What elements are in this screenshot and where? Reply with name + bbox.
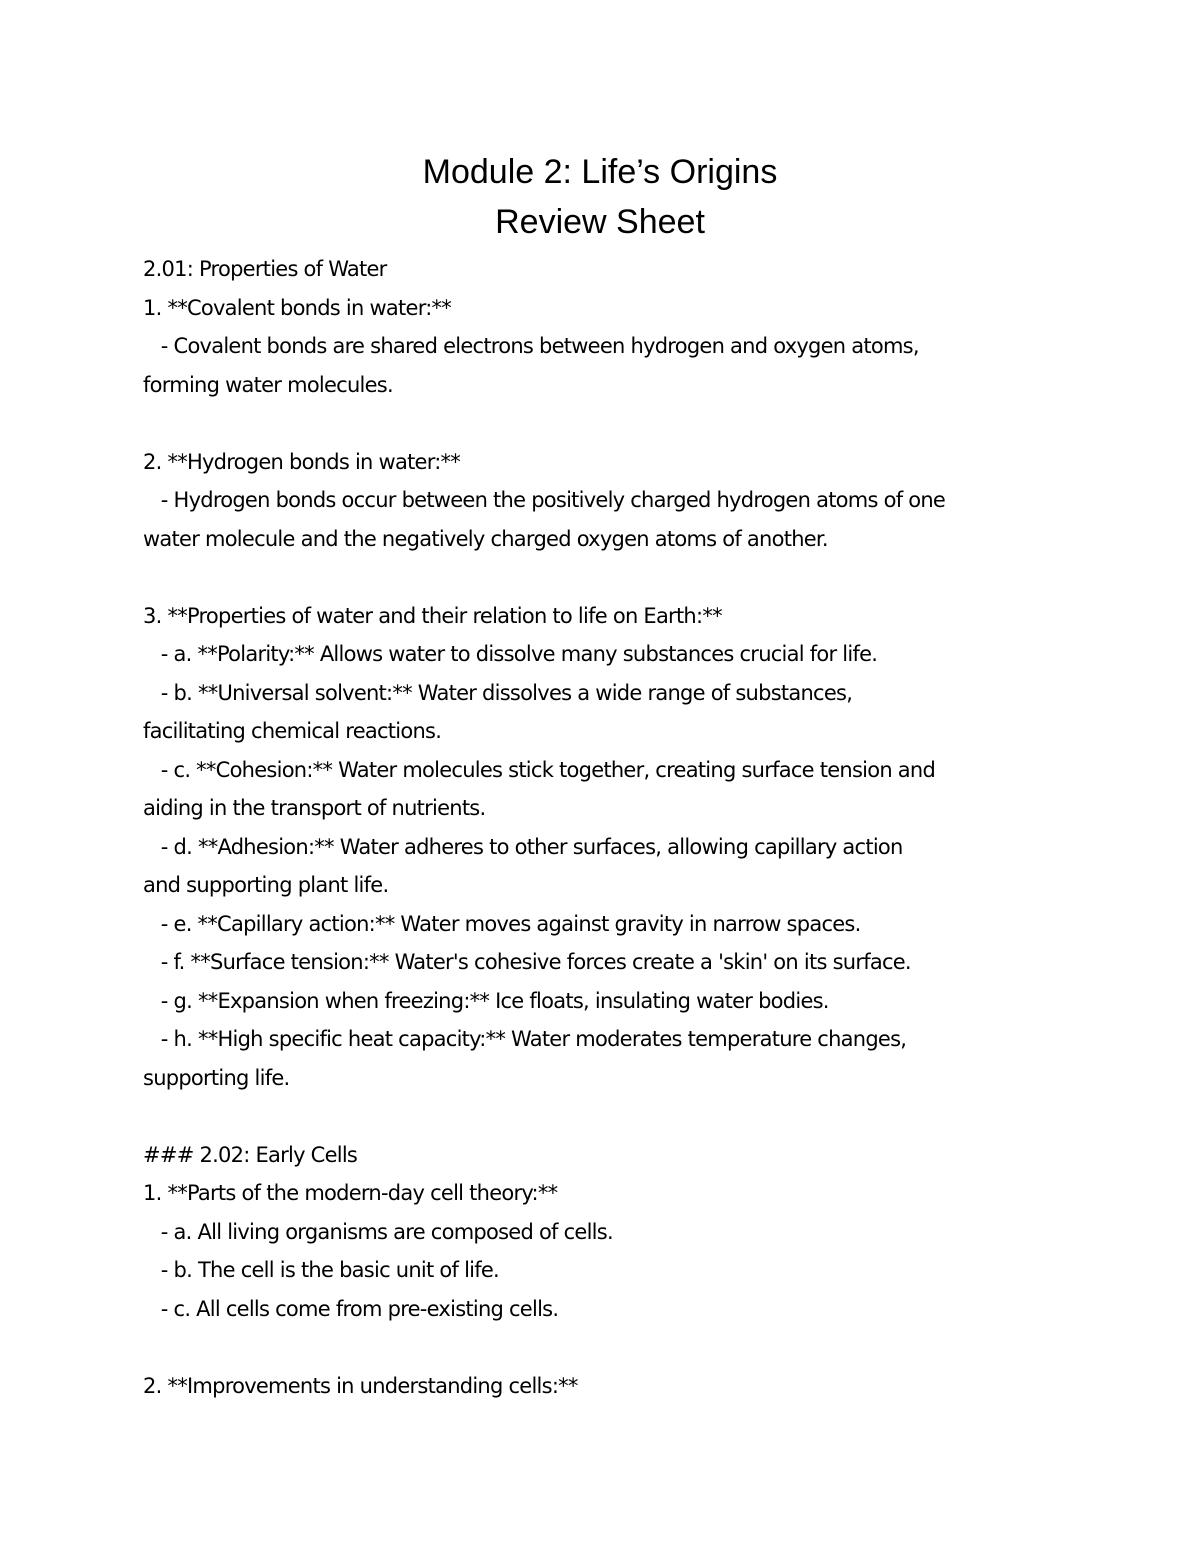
text-line: - f. **Surface tension:** Water's cohesive forces create a 'skin' on its surface. — [143, 950, 911, 974]
text-line: and supporting plant life. — [143, 873, 389, 897]
text-line: 1. **Parts of the modern-day cell theory:** — [143, 1181, 558, 1205]
text-line: 2. **Improvements in understanding cells:** — [143, 1373, 578, 1398]
document-subtitle: Review Sheet — [495, 203, 705, 241]
blank-line — [143, 404, 1103, 443]
text-line: - c. All cells come from pre-existing cells. — [143, 1296, 559, 1321]
text-line: - h. **High specific heat capacity:** Water moderates temperature changes, — [143, 1027, 907, 1051]
text-line: facilitating chemical reactions. — [143, 719, 442, 743]
text-line: - c. **Cohesion:** Water molecules stick together, creating surface tension and — [143, 757, 936, 782]
text-line: - g. **Expansion when freezing:** Ice floats, insulating water bodies. — [143, 988, 829, 1013]
document-body — [143, 250, 1103, 1405]
text-line: water molecule and the negatively charged oxygen atoms of another. — [143, 526, 828, 551]
text-line: aiding in the transport of nutrients. — [143, 796, 486, 820]
blank-line — [143, 558, 1103, 597]
text-line: - e. **Capillary action:** Water moves against gravity in narrow spaces. — [143, 911, 861, 936]
text-line: 2.01: Properties of Water — [143, 257, 387, 281]
text-line: 3. **Properties of water and their relation to life on Earth:** — [143, 603, 722, 628]
blank-line — [143, 1097, 1103, 1136]
text-line: - Covalent bonds are shared electrons between hydrogen and oxygen atoms, — [143, 334, 919, 358]
text-line: ### 2.02: Early Cells — [143, 1142, 358, 1167]
document-title: Module 2: Life’s Origins — [422, 153, 778, 191]
text-line: supporting life. — [143, 1065, 290, 1090]
text-line: 2. **Hydrogen bonds in water:** — [143, 449, 461, 474]
text-line: - d. **Adhesion:** Water adheres to other surfaces, allowing capillary action — [143, 834, 903, 859]
text-line: forming water molecules. — [143, 372, 393, 397]
blank-line — [143, 1328, 1103, 1367]
text-line: - a. All living organisms are composed of cells. — [143, 1219, 613, 1244]
text-line: - a. **Polarity:** Allows water to dissolve many substances crucial for life. — [143, 642, 878, 666]
text-line: - Hydrogen bonds occur between the positively charged hydrogen atoms of one — [143, 488, 946, 512]
text-line: 1. **Covalent bonds in water:** — [143, 295, 452, 320]
text-line: - b. The cell is the basic unit of life. — [143, 1258, 499, 1282]
text-line: - b. **Universal solvent:** Water dissolves a wide range of substances, — [143, 680, 853, 705]
